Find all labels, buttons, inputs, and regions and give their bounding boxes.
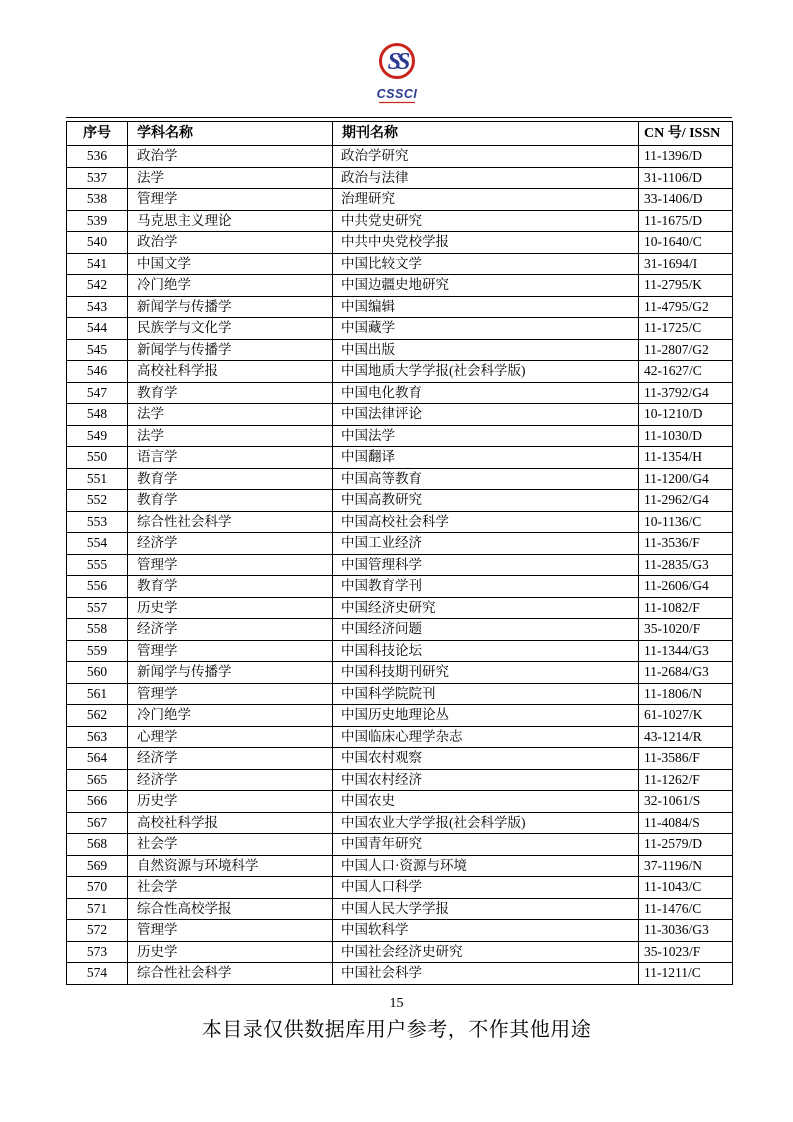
cell-serial: 555 bbox=[67, 554, 128, 576]
logo-wordmark: CSSCI bbox=[376, 87, 417, 101]
cell-cn-issn: 33-1406/D bbox=[639, 189, 733, 211]
cell-cn-issn: 11-2579/D bbox=[639, 834, 733, 856]
table-row bbox=[67, 963, 733, 985]
cell-subject: 经济学 bbox=[128, 619, 333, 641]
cell-serial: 567 bbox=[67, 812, 128, 834]
cell-cn-issn: 10-1640/C bbox=[639, 232, 733, 254]
journal-table bbox=[66, 121, 733, 985]
cell-journal: 中国人民大学学报 bbox=[333, 898, 639, 920]
cell-journal: 中国人口科学 bbox=[333, 877, 639, 899]
cell-journal: 中国农业大学学报(社会科学版) bbox=[333, 812, 639, 834]
cell-subject: 自然资源与环境科学 bbox=[128, 855, 333, 877]
cell-subject: 历史学 bbox=[128, 597, 333, 619]
cell-cn-issn: 11-1396/D bbox=[639, 146, 733, 168]
cell-journal: 政治学研究 bbox=[333, 146, 639, 168]
cell-journal: 中国经济问题 bbox=[333, 619, 639, 641]
cell-serial: 573 bbox=[67, 941, 128, 963]
cell-cn-issn: 32-1061/S bbox=[639, 791, 733, 813]
cell-subject: 综合性社会科学 bbox=[128, 511, 333, 533]
cell-cn-issn: 11-1211/C bbox=[639, 963, 733, 985]
table-row bbox=[67, 898, 733, 920]
cell-serial: 551 bbox=[67, 468, 128, 490]
cell-subject: 法学 bbox=[128, 425, 333, 447]
table-row bbox=[67, 662, 733, 684]
cell-subject: 心理学 bbox=[128, 726, 333, 748]
cell-cn-issn: 11-1675/D bbox=[639, 210, 733, 232]
cell-journal: 中国临床心理学杂志 bbox=[333, 726, 639, 748]
cell-journal: 中国经济史研究 bbox=[333, 597, 639, 619]
cell-serial: 568 bbox=[67, 834, 128, 856]
cell-journal: 中国农史 bbox=[333, 791, 639, 813]
table-row bbox=[67, 318, 733, 340]
cell-subject: 新闻学与传播学 bbox=[128, 339, 333, 361]
cell-journal: 中国软科学 bbox=[333, 920, 639, 942]
cell-cn-issn: 61-1027/K bbox=[639, 705, 733, 727]
cell-serial: 570 bbox=[67, 877, 128, 899]
cell-serial: 548 bbox=[67, 404, 128, 426]
table-row bbox=[67, 640, 733, 662]
table-row bbox=[67, 296, 733, 318]
cell-serial: 537 bbox=[67, 167, 128, 189]
cell-journal: 中国青年研究 bbox=[333, 834, 639, 856]
table-row bbox=[67, 425, 733, 447]
journal-table-body bbox=[67, 146, 733, 985]
table-row bbox=[67, 468, 733, 490]
cell-cn-issn: 11-1030/D bbox=[639, 425, 733, 447]
cell-subject: 经济学 bbox=[128, 533, 333, 555]
cell-journal: 中国法律评论 bbox=[333, 404, 639, 426]
table-row bbox=[67, 232, 733, 254]
cell-subject: 管理学 bbox=[128, 683, 333, 705]
table-row bbox=[67, 748, 733, 770]
cell-journal: 中国出版 bbox=[333, 339, 639, 361]
cell-subject: 教育学 bbox=[128, 576, 333, 598]
cell-journal: 中共党史研究 bbox=[333, 210, 639, 232]
cell-journal: 治理研究 bbox=[333, 189, 639, 211]
cell-journal: 中国比较文学 bbox=[333, 253, 639, 275]
cell-subject: 民族学与文化学 bbox=[128, 318, 333, 340]
cell-serial: 559 bbox=[67, 640, 128, 662]
table-row bbox=[67, 146, 733, 168]
cell-serial: 558 bbox=[67, 619, 128, 641]
table-header-row bbox=[67, 122, 733, 146]
cell-cn-issn: 37-1196/N bbox=[639, 855, 733, 877]
cell-serial: 556 bbox=[67, 576, 128, 598]
cell-subject: 法学 bbox=[128, 167, 333, 189]
cell-subject: 冷门绝学 bbox=[128, 705, 333, 727]
cell-cn-issn: 11-1806/N bbox=[639, 683, 733, 705]
cell-serial: 549 bbox=[67, 425, 128, 447]
cell-serial: 546 bbox=[67, 361, 128, 383]
cell-journal: 中国边疆史地研究 bbox=[333, 275, 639, 297]
cell-cn-issn: 11-1476/C bbox=[639, 898, 733, 920]
cell-journal: 中国人口·资源与环境 bbox=[333, 855, 639, 877]
cell-cn-issn: 35-1020/F bbox=[639, 619, 733, 641]
cell-serial: 540 bbox=[67, 232, 128, 254]
cell-serial: 562 bbox=[67, 705, 128, 727]
cell-cn-issn: 11-2606/G4 bbox=[639, 576, 733, 598]
cell-cn-issn: 11-2795/K bbox=[639, 275, 733, 297]
table-row bbox=[67, 576, 733, 598]
cell-journal: 政治与法律 bbox=[333, 167, 639, 189]
cell-cn-issn: 11-2684/G3 bbox=[639, 662, 733, 684]
cell-cn-issn: 11-4084/S bbox=[639, 812, 733, 834]
table-row bbox=[67, 210, 733, 232]
footer-note: 本目录仅供数据库用户参考，不作其他用途 bbox=[201, 1019, 592, 1041]
cell-journal: 中国编辑 bbox=[333, 296, 639, 318]
header-serial: 序号 bbox=[67, 122, 128, 146]
table-row bbox=[67, 834, 733, 856]
cell-serial: 544 bbox=[67, 318, 128, 340]
table-row bbox=[67, 705, 733, 727]
cell-journal: 中国科学院院刊 bbox=[333, 683, 639, 705]
cell-cn-issn: 11-1043/C bbox=[639, 877, 733, 899]
table-row bbox=[67, 855, 733, 877]
table-row bbox=[67, 791, 733, 813]
table-row bbox=[67, 877, 733, 899]
table-row bbox=[67, 511, 733, 533]
table-row bbox=[67, 812, 733, 834]
cell-serial: 541 bbox=[67, 253, 128, 275]
cell-subject: 新闻学与传播学 bbox=[128, 662, 333, 684]
cell-journal: 中国教育学刊 bbox=[333, 576, 639, 598]
cell-serial: 553 bbox=[67, 511, 128, 533]
cell-cn-issn: 11-3036/G3 bbox=[639, 920, 733, 942]
cell-cn-issn: 11-2807/G2 bbox=[639, 339, 733, 361]
cell-journal: 中国农村观察 bbox=[333, 748, 639, 770]
cell-serial: 552 bbox=[67, 490, 128, 512]
cell-journal: 中国农村经济 bbox=[333, 769, 639, 791]
table-top-rule bbox=[66, 117, 732, 118]
cell-cn-issn: 11-1082/F bbox=[639, 597, 733, 619]
table-row bbox=[67, 533, 733, 555]
cell-serial: 557 bbox=[67, 597, 128, 619]
cell-serial: 565 bbox=[67, 769, 128, 791]
cell-journal: 中国高校社会科学 bbox=[333, 511, 639, 533]
journal-table-section bbox=[66, 117, 732, 985]
table-row bbox=[67, 619, 733, 641]
cell-serial: 539 bbox=[67, 210, 128, 232]
cell-subject: 社会学 bbox=[128, 834, 333, 856]
cell-subject: 教育学 bbox=[128, 490, 333, 512]
table-row bbox=[67, 167, 733, 189]
cell-cn-issn: 11-1354/H bbox=[639, 447, 733, 469]
cell-journal: 中国社会经济史研究 bbox=[333, 941, 639, 963]
cell-subject: 管理学 bbox=[128, 640, 333, 662]
cell-subject: 历史学 bbox=[128, 791, 333, 813]
cell-cn-issn: 11-1344/G3 bbox=[639, 640, 733, 662]
cell-subject: 新闻学与传播学 bbox=[128, 296, 333, 318]
table-row bbox=[67, 361, 733, 383]
cell-cn-issn: 11-1725/C bbox=[639, 318, 733, 340]
cell-serial: 572 bbox=[67, 920, 128, 942]
cell-subject: 政治学 bbox=[128, 146, 333, 168]
cell-journal: 中国高教研究 bbox=[333, 490, 639, 512]
cssci-logo bbox=[0, 36, 793, 104]
cell-subject: 历史学 bbox=[128, 941, 333, 963]
cell-serial: 561 bbox=[67, 683, 128, 705]
cell-cn-issn: 35-1023/F bbox=[639, 941, 733, 963]
cell-subject: 教育学 bbox=[128, 382, 333, 404]
cell-serial: 569 bbox=[67, 855, 128, 877]
cell-serial: 564 bbox=[67, 748, 128, 770]
cell-subject: 教育学 bbox=[128, 468, 333, 490]
table-row bbox=[67, 726, 733, 748]
cell-cn-issn: 11-1200/G4 bbox=[639, 468, 733, 490]
cssci-logo-icon bbox=[366, 36, 428, 104]
cell-cn-issn: 11-3536/F bbox=[639, 533, 733, 555]
table-row bbox=[67, 597, 733, 619]
cell-cn-issn: 11-3792/G4 bbox=[639, 382, 733, 404]
cell-journal: 中国藏学 bbox=[333, 318, 639, 340]
cell-cn-issn: 42-1627/C bbox=[639, 361, 733, 383]
cell-serial: 543 bbox=[67, 296, 128, 318]
cell-subject: 高校社科学报 bbox=[128, 812, 333, 834]
cell-cn-issn: 11-2835/G3 bbox=[639, 554, 733, 576]
cell-subject: 中国文学 bbox=[128, 253, 333, 275]
cell-journal: 中国翻译 bbox=[333, 447, 639, 469]
cell-cn-issn: 11-3586/F bbox=[639, 748, 733, 770]
cell-serial: 547 bbox=[67, 382, 128, 404]
cell-subject: 社会学 bbox=[128, 877, 333, 899]
cell-journal: 中国社会科学 bbox=[333, 963, 639, 985]
cell-subject: 管理学 bbox=[128, 554, 333, 576]
cell-subject: 管理学 bbox=[128, 920, 333, 942]
cell-cn-issn: 31-1694/I bbox=[639, 253, 733, 275]
header-subject: 学科名称 bbox=[128, 122, 333, 146]
table-row bbox=[67, 683, 733, 705]
cell-serial: 566 bbox=[67, 791, 128, 813]
cell-subject: 政治学 bbox=[128, 232, 333, 254]
cell-cn-issn: 11-4795/G2 bbox=[639, 296, 733, 318]
cell-serial: 574 bbox=[67, 963, 128, 985]
cell-serial: 563 bbox=[67, 726, 128, 748]
cell-journal: 中国电化教育 bbox=[333, 382, 639, 404]
cell-cn-issn: 10-1210/D bbox=[639, 404, 733, 426]
cell-subject: 经济学 bbox=[128, 769, 333, 791]
cell-subject: 综合性社会科学 bbox=[128, 963, 333, 985]
cell-cn-issn: 10-1136/C bbox=[639, 511, 733, 533]
table-row bbox=[67, 275, 733, 297]
cell-cn-issn: 11-2962/G4 bbox=[639, 490, 733, 512]
cell-serial: 545 bbox=[67, 339, 128, 361]
cell-cn-issn: 31-1106/D bbox=[639, 167, 733, 189]
table-row bbox=[67, 554, 733, 576]
cell-journal: 中国高等教育 bbox=[333, 468, 639, 490]
cell-serial: 550 bbox=[67, 447, 128, 469]
cell-journal: 中国工业经济 bbox=[333, 533, 639, 555]
cell-serial: 542 bbox=[67, 275, 128, 297]
page-number: 15 bbox=[389, 996, 404, 1011]
table-row bbox=[67, 920, 733, 942]
table-row bbox=[67, 490, 733, 512]
cell-subject: 语言学 bbox=[128, 447, 333, 469]
table-row bbox=[67, 447, 733, 469]
logo-monogram: SS bbox=[387, 49, 406, 75]
cell-serial: 538 bbox=[67, 189, 128, 211]
header-cn-issn: CN 号/ ISSN bbox=[639, 122, 733, 146]
cell-subject: 高校社科学报 bbox=[128, 361, 333, 383]
table-row bbox=[67, 941, 733, 963]
table-row bbox=[67, 253, 733, 275]
cell-subject: 经济学 bbox=[128, 748, 333, 770]
table-row bbox=[67, 404, 733, 426]
table-row bbox=[67, 339, 733, 361]
cell-journal: 中国科技论坛 bbox=[333, 640, 639, 662]
table-row bbox=[67, 382, 733, 404]
cell-subject: 马克思主义理论 bbox=[128, 210, 333, 232]
cell-subject: 综合性高校学报 bbox=[128, 898, 333, 920]
cell-journal: 中共中央党校学报 bbox=[333, 232, 639, 254]
cell-subject: 法学 bbox=[128, 404, 333, 426]
cell-journal: 中国科技期刊研究 bbox=[333, 662, 639, 684]
cell-subject: 管理学 bbox=[128, 189, 333, 211]
cell-journal: 中国法学 bbox=[333, 425, 639, 447]
cell-serial: 554 bbox=[67, 533, 128, 555]
header-journal: 期刊名称 bbox=[333, 122, 639, 146]
cell-cn-issn: 43-1214/R bbox=[639, 726, 733, 748]
cell-journal: 中国地质大学学报(社会科学版) bbox=[333, 361, 639, 383]
table-row bbox=[67, 189, 733, 211]
table-row bbox=[67, 769, 733, 791]
cell-serial: 571 bbox=[67, 898, 128, 920]
cell-journal: 中国管理科学 bbox=[333, 554, 639, 576]
cell-cn-issn: 11-1262/F bbox=[639, 769, 733, 791]
cell-serial: 560 bbox=[67, 662, 128, 684]
cell-serial: 536 bbox=[67, 146, 128, 168]
cell-subject: 冷门绝学 bbox=[128, 275, 333, 297]
cell-journal: 中国历史地理论丛 bbox=[333, 705, 639, 727]
